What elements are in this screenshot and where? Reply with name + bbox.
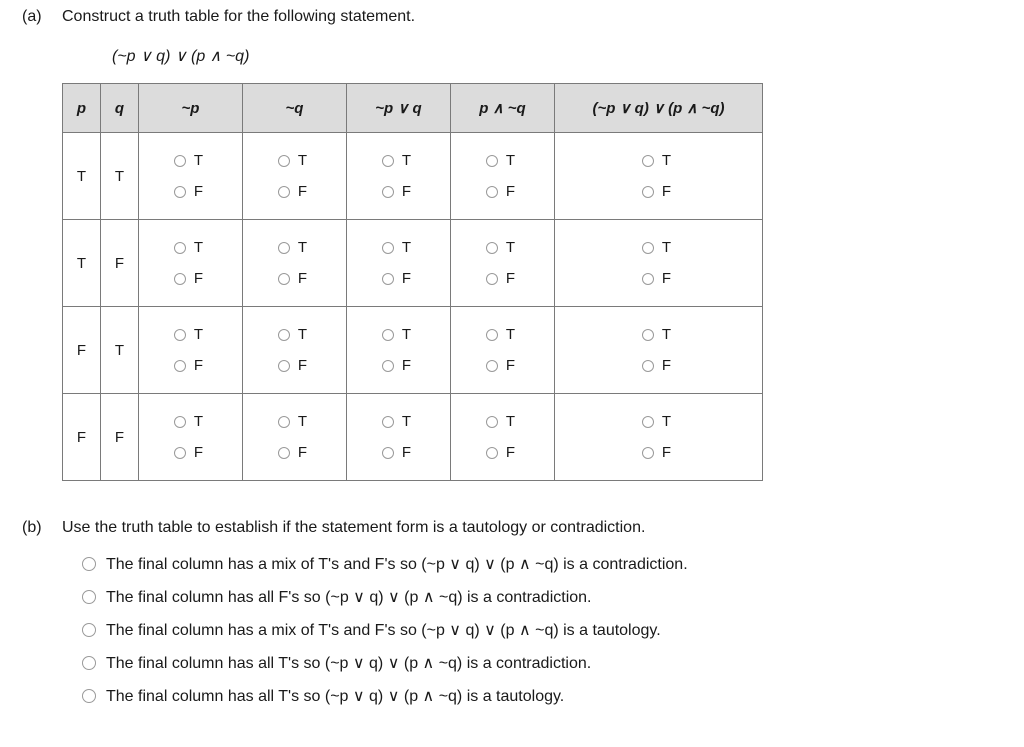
radio-icon[interactable] (382, 155, 394, 167)
radio-option[interactable] (642, 319, 671, 350)
radio-icon[interactable] (382, 447, 394, 459)
header-not-q: ~q (243, 84, 347, 133)
radio-option[interactable] (642, 406, 671, 437)
radio-icon[interactable] (486, 416, 498, 428)
answer-cell (347, 394, 451, 481)
radio-label: F (193, 357, 204, 374)
radio-option[interactable] (642, 145, 671, 176)
statement (112, 46, 249, 66)
radio-option[interactable] (174, 232, 203, 263)
radio-group (278, 232, 307, 294)
radio-label: F (505, 183, 516, 200)
answer-cell (139, 394, 243, 481)
radio-icon[interactable] (278, 273, 290, 285)
radio-icon[interactable] (174, 447, 186, 459)
header-final: (~p ∨ q) ∨ (p ∧ ~q) (555, 84, 763, 133)
answer-options (82, 547, 688, 712)
radio-group (486, 145, 515, 207)
radio-icon[interactable] (278, 242, 290, 254)
radio-group (486, 232, 515, 294)
radio-label: F (401, 270, 412, 287)
radio-option[interactable] (174, 176, 203, 207)
radio-label: T (297, 239, 308, 256)
radio-icon[interactable] (642, 329, 654, 341)
radio-icon[interactable] (382, 186, 394, 198)
answer-option[interactable] (82, 547, 688, 580)
cell-q: T (101, 307, 139, 394)
radio-icon[interactable] (382, 242, 394, 254)
answer-cell (451, 220, 555, 307)
radio-label: F (505, 270, 516, 287)
radio-option[interactable] (278, 406, 307, 437)
radio-label: F (661, 270, 672, 287)
header-not-p-or-q: ~p ∨ q (347, 84, 451, 133)
radio-option[interactable] (174, 406, 203, 437)
radio-option[interactable] (486, 350, 515, 381)
radio-icon[interactable] (486, 360, 498, 372)
radio-icon[interactable] (382, 329, 394, 341)
radio-icon[interactable] (382, 273, 394, 285)
cell-p: F (63, 394, 101, 481)
header-p: p (63, 84, 101, 133)
part-b-label: (b) (22, 519, 42, 536)
part-a-instruction: Construct a truth table for the following statement. (62, 8, 416, 25)
radio-icon[interactable] (278, 186, 290, 198)
radio-option[interactable] (382, 406, 411, 437)
radio-label: T (297, 413, 308, 430)
radio-icon[interactable] (278, 360, 290, 372)
radio-label: T (401, 326, 412, 343)
radio-option[interactable] (382, 319, 411, 350)
radio-option[interactable] (174, 145, 203, 176)
radio-group (382, 145, 411, 207)
radio-icon[interactable] (642, 416, 654, 428)
answer-cell (555, 220, 763, 307)
radio-icon[interactable] (82, 689, 96, 703)
cell-p: F (63, 307, 101, 394)
answer-cell (243, 133, 347, 220)
radio-icon[interactable] (642, 155, 654, 167)
answer-option-text: The final column has all T's so (~p ∨ q) ∨ (p ∧ ~q) is a tautology. (106, 687, 565, 705)
radio-icon[interactable] (642, 447, 654, 459)
radio-label: T (505, 326, 516, 343)
radio-option[interactable] (642, 232, 671, 263)
table-row (63, 307, 763, 394)
radio-icon[interactable] (486, 447, 498, 459)
radio-label: T (297, 152, 308, 169)
radio-label: T (193, 152, 204, 169)
table-row (63, 220, 763, 307)
radio-label: T (505, 152, 516, 169)
radio-icon[interactable] (486, 186, 498, 198)
radio-option[interactable] (382, 232, 411, 263)
radio-option[interactable] (486, 319, 515, 350)
answer-cell (555, 307, 763, 394)
answer-option-text: The final column has a mix of T's and F's so (~p ∨ q) ∨ (p ∧ ~q) is a tautology. (106, 621, 661, 639)
table-row (63, 394, 763, 481)
answer-option[interactable] (82, 646, 688, 679)
radio-option[interactable] (642, 350, 671, 381)
radio-icon[interactable] (642, 273, 654, 285)
radio-icon[interactable] (174, 360, 186, 372)
radio-label: T (661, 152, 672, 169)
answer-option[interactable] (82, 580, 688, 613)
radio-icon[interactable] (642, 360, 654, 372)
radio-icon[interactable] (642, 242, 654, 254)
radio-icon[interactable] (278, 447, 290, 459)
radio-label: T (193, 326, 204, 343)
answer-cell (451, 133, 555, 220)
answer-cell (451, 307, 555, 394)
radio-group (382, 319, 411, 381)
radio-label: F (193, 183, 204, 200)
radio-group (486, 406, 515, 468)
part-a-label: (a) (22, 8, 42, 25)
radio-option[interactable] (382, 176, 411, 207)
radio-label: T (661, 326, 672, 343)
radio-icon[interactable] (486, 242, 498, 254)
radio-label: T (401, 239, 412, 256)
radio-group (278, 145, 307, 207)
statement-text: (~p ∨ q) ∨ (p ∧ ~q) (112, 48, 250, 65)
answer-option-text: The final column has all T's so (~p ∨ q) ∨ (p ∧ ~q) is a contradiction. (106, 654, 592, 672)
radio-icon[interactable] (486, 273, 498, 285)
radio-option[interactable] (278, 232, 307, 263)
table-row (63, 133, 763, 220)
answer-cell (555, 133, 763, 220)
answer-cell (555, 394, 763, 481)
radio-label: F (661, 357, 672, 374)
radio-label: F (297, 270, 308, 287)
answer-cell (243, 220, 347, 307)
radio-label: T (297, 326, 308, 343)
radio-group (642, 145, 671, 207)
radio-option[interactable] (174, 263, 203, 294)
radio-group (642, 406, 671, 468)
cell-p: T (63, 133, 101, 220)
radio-label: F (661, 444, 672, 461)
header-not-p: ~p (139, 84, 243, 133)
radio-option[interactable] (278, 176, 307, 207)
radio-group (278, 319, 307, 381)
radio-option[interactable] (486, 437, 515, 468)
radio-option[interactable] (486, 176, 515, 207)
cell-q: F (101, 220, 139, 307)
radio-option[interactable] (486, 145, 515, 176)
radio-label: F (193, 270, 204, 287)
radio-label: F (297, 444, 308, 461)
radio-label: F (401, 444, 412, 461)
radio-label: T (505, 239, 516, 256)
radio-icon[interactable] (82, 623, 96, 637)
radio-icon[interactable] (486, 329, 498, 341)
radio-icon[interactable] (278, 416, 290, 428)
radio-label: F (297, 357, 308, 374)
radio-option[interactable] (486, 263, 515, 294)
radio-label: T (401, 413, 412, 430)
radio-option[interactable] (174, 350, 203, 381)
radio-option[interactable] (486, 406, 515, 437)
radio-option[interactable] (278, 319, 307, 350)
cell-q: F (101, 394, 139, 481)
radio-icon[interactable] (382, 360, 394, 372)
radio-label: F (297, 183, 308, 200)
radio-option[interactable] (278, 263, 307, 294)
header-q: q (101, 84, 139, 133)
radio-icon[interactable] (382, 416, 394, 428)
radio-icon[interactable] (174, 186, 186, 198)
radio-group (174, 406, 203, 468)
radio-group (486, 319, 515, 381)
answer-cell (243, 307, 347, 394)
radio-icon[interactable] (174, 155, 186, 167)
answer-option-text: The final column has a mix of T's and F's so (~p ∨ q) ∨ (p ∧ ~q) is a contradiction. (106, 555, 688, 573)
answer-cell (139, 220, 243, 307)
radio-option[interactable] (642, 263, 671, 294)
answer-option[interactable] (82, 613, 688, 646)
radio-label: F (401, 357, 412, 374)
answer-cell (347, 133, 451, 220)
radio-icon[interactable] (278, 155, 290, 167)
radio-group (278, 406, 307, 468)
radio-option[interactable] (278, 145, 307, 176)
radio-icon[interactable] (174, 273, 186, 285)
radio-icon[interactable] (174, 329, 186, 341)
radio-option[interactable] (642, 437, 671, 468)
part-b-instruction: Use the truth table to establish if the statement form is a tautology or contradiction. (62, 519, 646, 536)
answer-cell (139, 133, 243, 220)
answer-cell (139, 307, 243, 394)
answer-cell (451, 394, 555, 481)
radio-icon[interactable] (174, 242, 186, 254)
radio-option[interactable] (486, 232, 515, 263)
radio-option[interactable] (382, 437, 411, 468)
radio-group (642, 319, 671, 381)
radio-label: T (193, 239, 204, 256)
answer-cell (347, 307, 451, 394)
radio-label: F (401, 183, 412, 200)
cell-p: T (63, 220, 101, 307)
header-row (63, 84, 763, 133)
radio-label: T (505, 413, 516, 430)
radio-label: F (661, 183, 672, 200)
cell-q: T (101, 133, 139, 220)
radio-option[interactable] (278, 350, 307, 381)
radio-icon[interactable] (642, 186, 654, 198)
radio-label: F (505, 444, 516, 461)
radio-label: T (401, 152, 412, 169)
radio-group (174, 145, 203, 207)
radio-label: F (505, 357, 516, 374)
truth-table (62, 83, 763, 481)
radio-icon[interactable] (82, 557, 96, 571)
radio-group (382, 406, 411, 468)
radio-option[interactable] (382, 145, 411, 176)
radio-label: T (193, 413, 204, 430)
radio-option[interactable] (382, 263, 411, 294)
answer-cell (243, 394, 347, 481)
radio-icon[interactable] (486, 155, 498, 167)
answer-option-text: The final column has all F's so (~p ∨ q) ∨ (p ∧ ~q) is a contradiction. (106, 588, 592, 606)
radio-option[interactable] (174, 319, 203, 350)
radio-label: F (193, 444, 204, 461)
radio-group (642, 232, 671, 294)
radio-icon[interactable] (82, 590, 96, 604)
radio-group (174, 319, 203, 381)
radio-icon[interactable] (174, 416, 186, 428)
answer-option[interactable] (82, 679, 688, 712)
radio-group (382, 232, 411, 294)
radio-group (174, 232, 203, 294)
radio-icon[interactable] (82, 656, 96, 670)
header-p-and-not-q: p ∧ ~q (451, 84, 555, 133)
radio-icon[interactable] (278, 329, 290, 341)
radio-option[interactable] (382, 350, 411, 381)
answer-cell (347, 220, 451, 307)
radio-label: T (661, 239, 672, 256)
radio-option[interactable] (174, 437, 203, 468)
radio-label: T (661, 413, 672, 430)
radio-option[interactable] (278, 437, 307, 468)
radio-option[interactable] (642, 176, 671, 207)
